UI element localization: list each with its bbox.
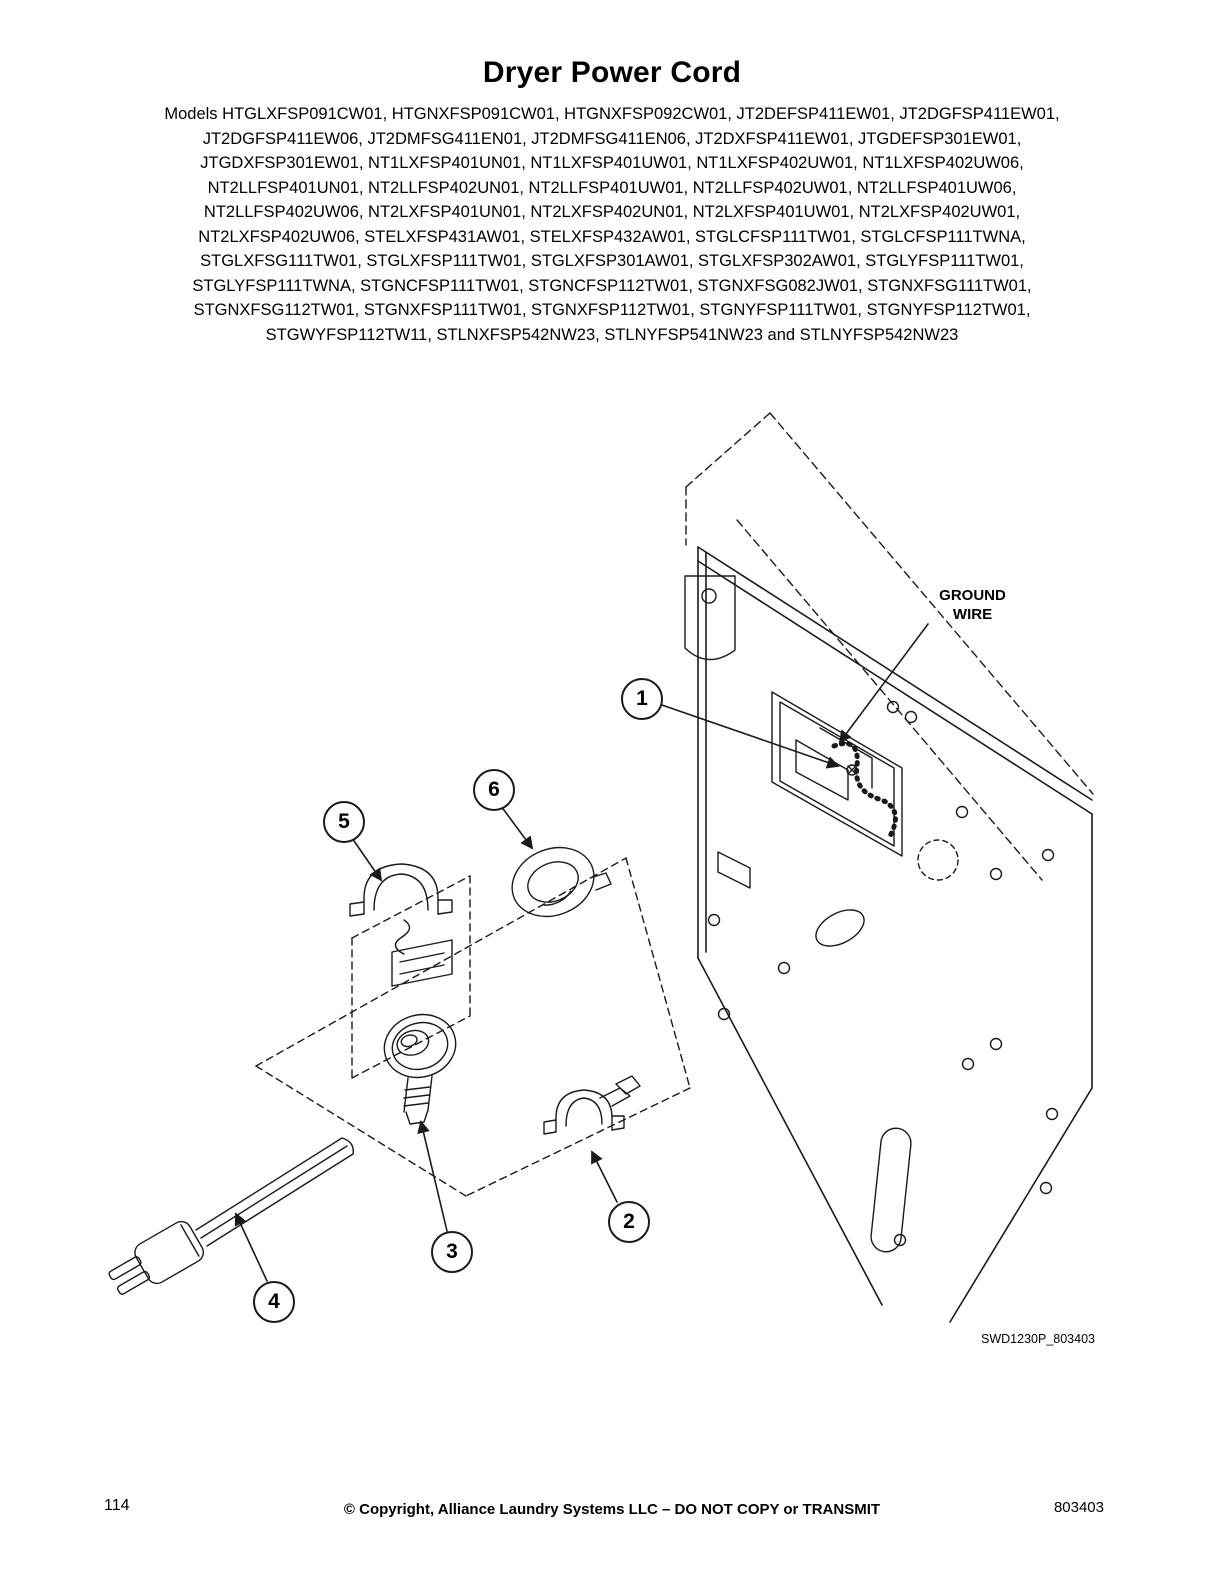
part-cord-clamp (544, 1076, 640, 1134)
model-list-line: JTGDXFSP301EW01, NT1LXFSP401UN01, NT1LXFSP401UW01, NT1LXFSP402UW01, NT1LXFSP402UW06, (200, 154, 1024, 172)
model-list-line: STGLXFSG111TW01, STGLXFSP111TW01, STGLXFSP301AW01, STGLXFSP302AW01, STGLYFSP111TW01, (200, 252, 1024, 270)
callout-5: 5 (323, 801, 365, 843)
callout-6: 6 (473, 769, 515, 811)
mounting-bracket (685, 576, 735, 660)
terminal-block-opening (772, 692, 902, 856)
model-list-line: NT2LXFSP402UW06, STELXFSP431AW01, STELXFSP432AW01, STGLCFSP111TW01, STGLCFSP111TWNA, (198, 227, 1026, 246)
cabinet-dashed-outline (686, 413, 1093, 880)
page-number: 114 (104, 1497, 130, 1514)
page-title: Dryer Power Cord (482, 56, 742, 89)
callout-2: 2 (608, 1201, 650, 1243)
part-strain-relief-clamp (350, 864, 452, 986)
callout-3: 3 (431, 1231, 473, 1273)
model-list-line: STGLYFSP111TWNA, STGNCFSP111TW01, STGNCFSP112TW01, STGNXFSG082JW01, STGNXFSG111TW01, (192, 276, 1032, 295)
model-list-line: STGWYFSP112TW11, STLNXFSP542NW23, STLNYFSP541NW23 and STLNYFSP542NW23 (265, 325, 959, 344)
rear-panel (698, 547, 1092, 1322)
model-list-line: NT2LLFSP401UN01, NT2LLFSP402UN01, NT2LLFSP401UW01, NT2LLFSP402UW01, NT2LLFSP401UW06, (207, 178, 1017, 197)
panel-holes (709, 702, 1058, 1254)
callout-1: 1 (621, 678, 663, 720)
figure-code: SWD1230P_803403 (981, 1332, 1095, 1346)
ground-wire-label: GROUND WIRE (939, 587, 1006, 623)
model-list-line: Models HTGLXFSP091CW01, HTGNXFSP091CW01, HTGNXFSP092CW01, JT2DEFSP411EW01, JT2DGFSP411EW01, (164, 105, 1060, 123)
part-retainer-ring (502, 836, 611, 929)
part-cord-bushing (377, 1006, 463, 1124)
part-power-cord (104, 1138, 354, 1303)
model-list-line: NT2LLFSP402UW06, NT2LXFSP401UN01, NT2LXFSP402UN01, NT2LXFSP401UW01, NT2LXFSP402UW01, (203, 203, 1021, 221)
callout-4: 4 (253, 1281, 295, 1323)
doc-number: 803403 (1053, 1499, 1104, 1516)
model-list-line: STGNXFSG112TW01, STGNXFSP111TW01, STGNXFSP112TW01, STGNYFSP111TW01, STGNYFSP112TW01, (193, 301, 1031, 319)
model-list-line: JT2DGFSP411EW06, JT2DMFSG411EN01, JT2DMFSG411EN06, JT2DXFSP411EW01, JTGDEFSP301EW01, (202, 129, 1022, 148)
construction-lines (256, 858, 690, 1196)
copyright-line: © Copyright, Alliance Laundry Systems LLC – DO NOT COPY or TRANSMIT (343, 1501, 881, 1518)
